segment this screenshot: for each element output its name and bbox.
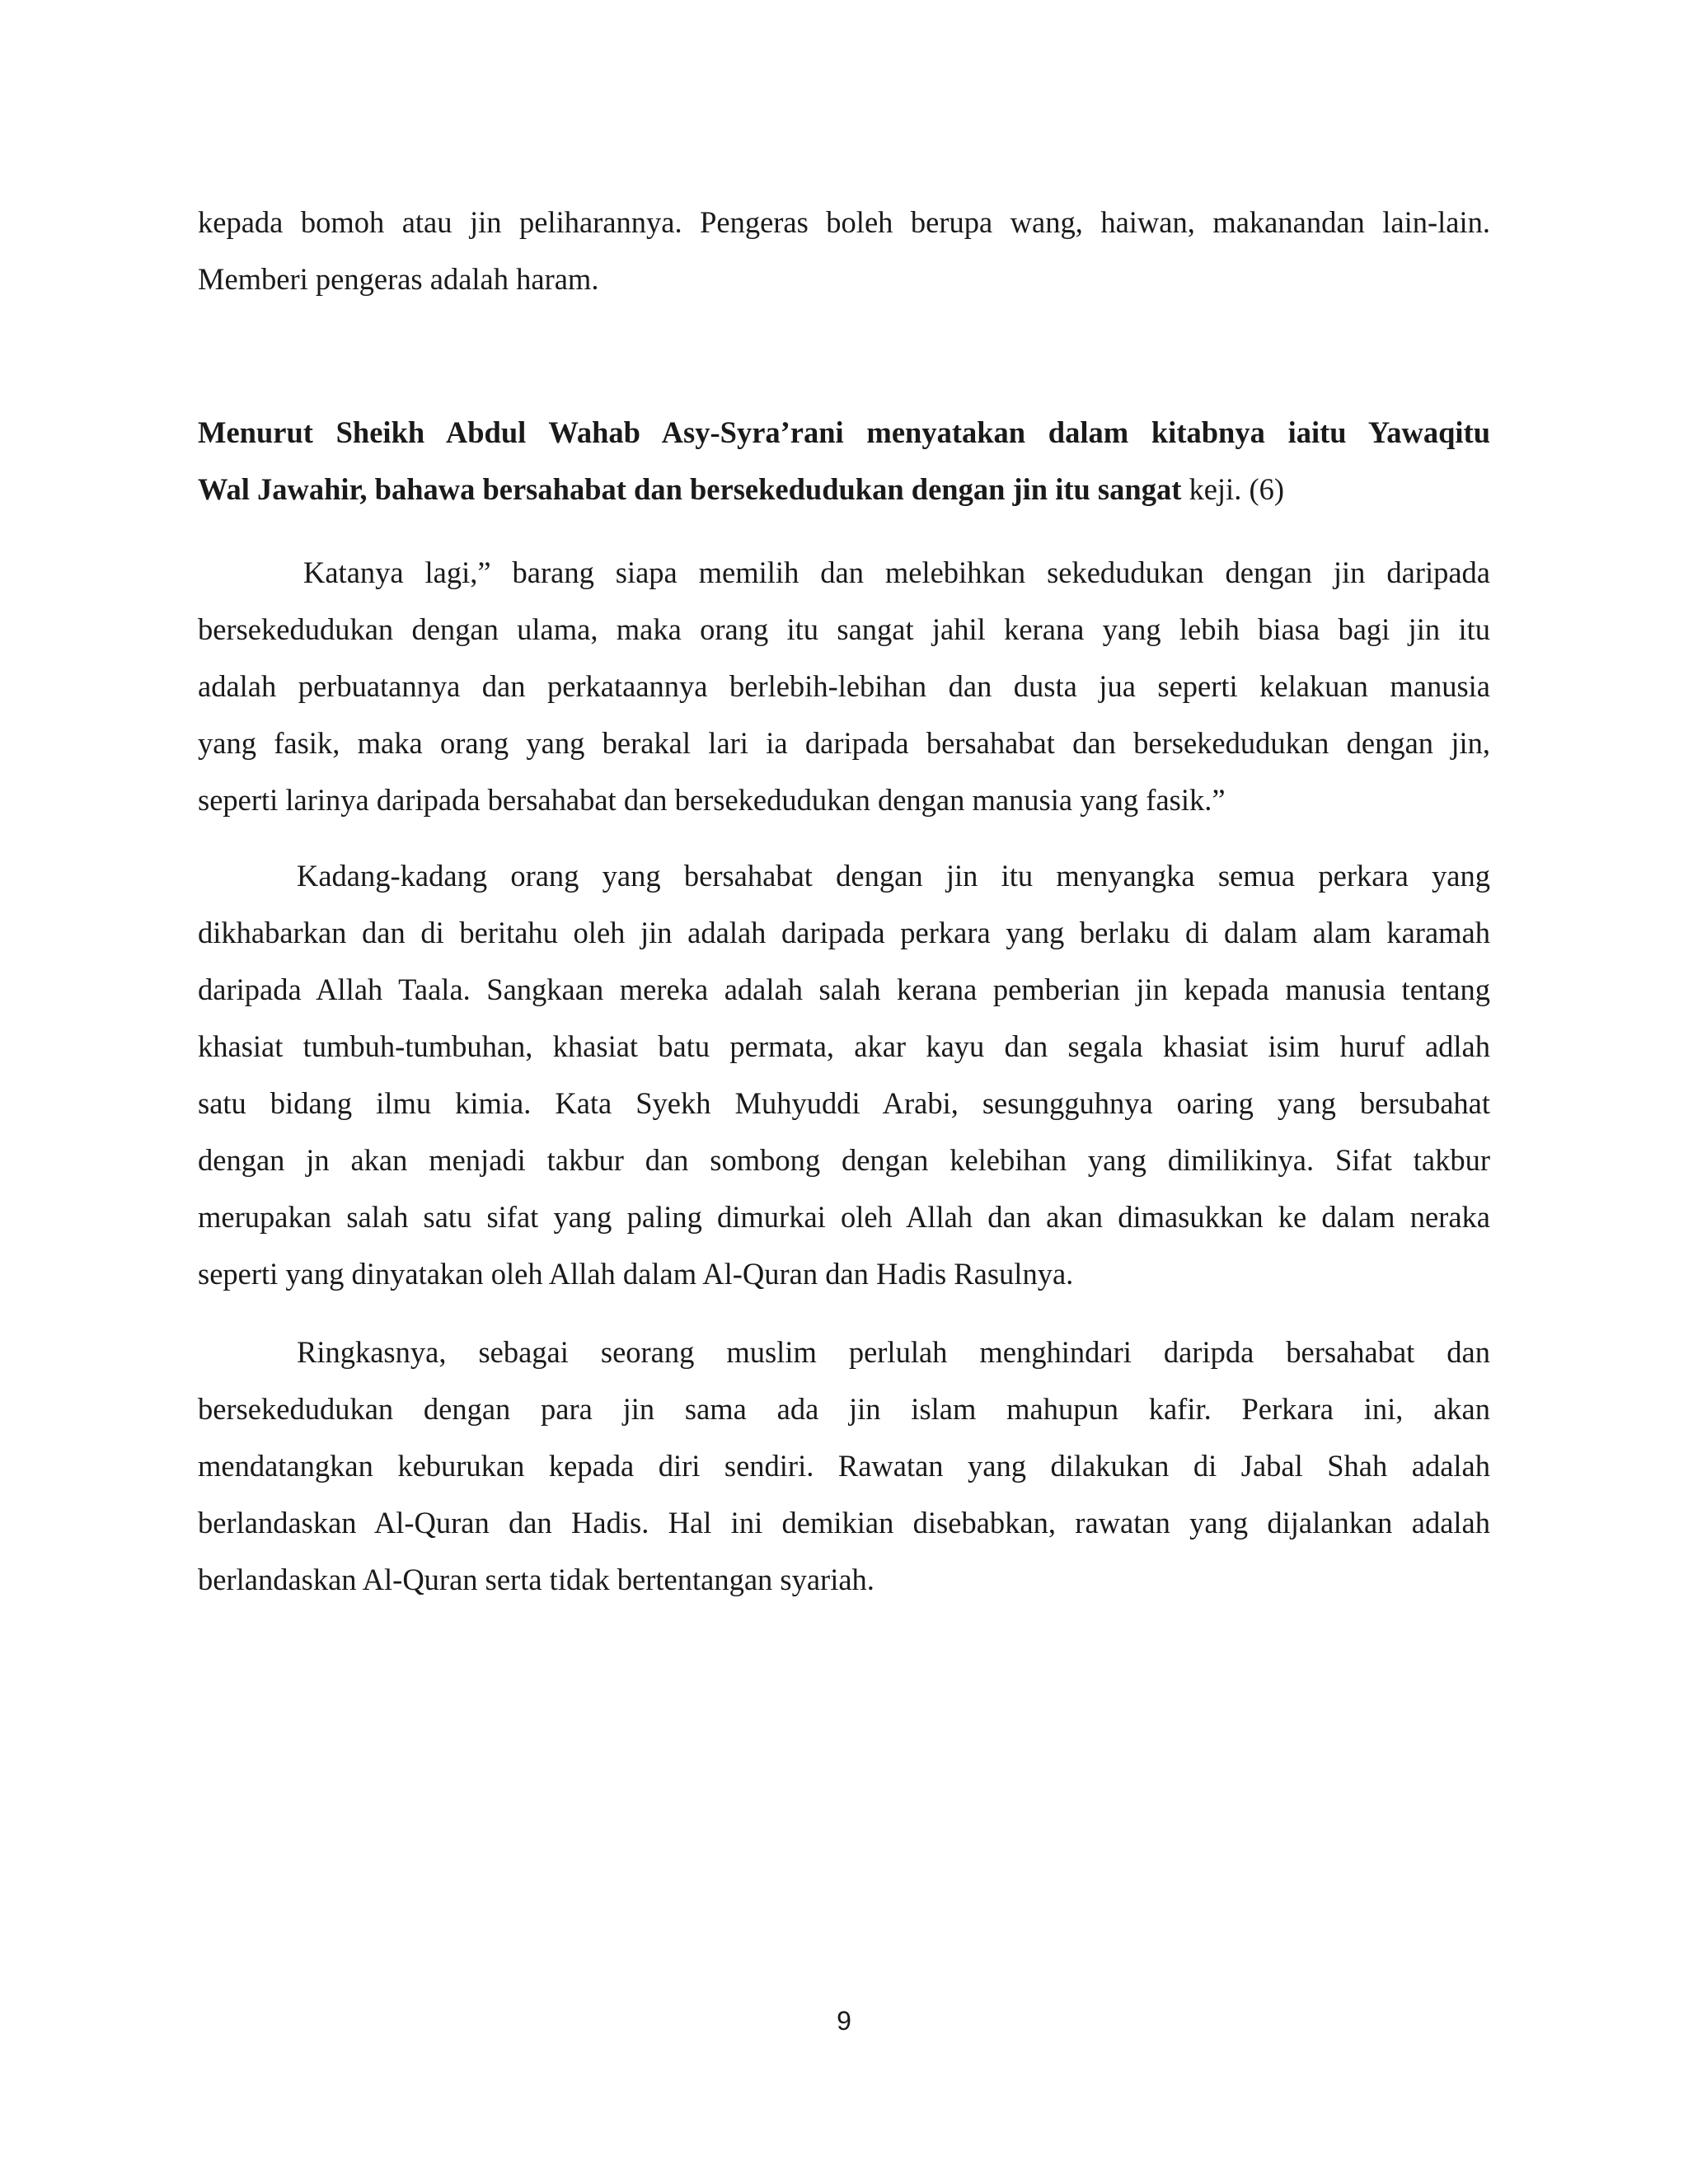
paragraph-katanya-lagi — [198, 544, 1490, 828]
text-line: bersekedudukan dengan ulama, maka orang itu sangat jahil kerana yang lebih biasa bagi jin itu — [198, 612, 1490, 646]
text-line: Ringkasnya, sebagai seorang muslim perlulah menghindari daripda bersahabat dan — [297, 1335, 1490, 1369]
text-line: bersekedudukan dengan para jin sama ada jin islam mahupun kafir. Perkara ini, akan — [198, 1392, 1490, 1426]
page-number: 9 — [837, 2006, 851, 2036]
text-line: adalah perbuatannya dan perkataannya berlebih-lebihan dan dusta jua seperti kelakuan manusia — [198, 669, 1490, 703]
text-line: kepada bomoh atau jin peliharannya. Pengeras boleh berupa wang, haiwan, makanandan lain-lain. — [198, 205, 1490, 239]
paragraph-ringkasnya — [198, 1324, 1490, 1608]
text-line-mixed — [198, 461, 1490, 518]
text-line-bold: Menurut Sheikh Abdul Wahab Asy-Syra’rani menyatakan dalam kitabnya iaitu Yawaqitu — [198, 415, 1490, 449]
text-line: Katanya lagi,” barang siapa memilih dan melebihkan sekedudukan dengan jin daripada — [303, 555, 1490, 589]
paragraph-intro-continuation — [198, 194, 1490, 307]
text-line: yang fasik, maka orang yang berakal lari ia daripada bersahabat dan bersekedudukan dengan jin, — [198, 726, 1490, 760]
citation-text: keji. (6) — [1181, 472, 1285, 506]
text-line: daripada Allah Taala. Sangkaan mereka adalah salah kerana pemberian jin kepada manusia tentang — [198, 972, 1490, 1006]
text-line: dengan jn akan menjadi takbur dan sombong dengan kelebihan yang dimilikinya. Sifat takbur — [198, 1143, 1490, 1177]
text-line: berlandaskan Al-Quran dan Hadis. Hal ini demikian disebabkan, rawatan yang dijalankan adalah — [198, 1506, 1490, 1540]
text-line: Kadang-kadang orang yang bersahabat dengan jin itu menyangka semua perkara yang — [297, 859, 1490, 893]
bold-text: Wal Jawahir, bahawa bersahabat dan bersekedudukan dengan jin itu sangat — [198, 472, 1182, 506]
text-line: seperti larinya daripada bersahabat dan bersekedudukan dengan manusia yang fasik.” — [198, 783, 1226, 817]
text-line: Memberi pengeras adalah haram. — [198, 262, 599, 296]
paragraph-bold-quote-intro — [198, 404, 1490, 518]
text-line: khasiat tumbuh-tumbuhan, khasiat batu permata, akar kayu dan segala khasiat isim huruf adlah — [198, 1029, 1490, 1063]
text-line: satu bidang ilmu kimia. Kata Syekh Muhyuddi Arabi, sesungguhnya oaring yang bersubahat — [198, 1086, 1490, 1120]
text-line: merupakan salah satu sifat yang paling dimurkai oleh Allah dan akan dimasukkan ke dalam neraka — [198, 1200, 1490, 1234]
text-line: dikhabarkan dan di beritahu oleh jin adalah daripada perkara yang berlaku di dalam alam karamah — [198, 916, 1490, 949]
paragraph-kadang-kadang — [198, 847, 1490, 1302]
text-line: berlandaskan Al-Quran serta tidak bertentangan syariah. — [198, 1563, 874, 1596]
text-line: mendatangkan keburukan kepada diri sendiri. Rawatan yang dilakukan di Jabal Shah adalah — [198, 1449, 1490, 1483]
text-line: seperti yang dinyatakan oleh Allah dalam Al-Quran dan Hadis Rasulnya. — [198, 1257, 1074, 1291]
